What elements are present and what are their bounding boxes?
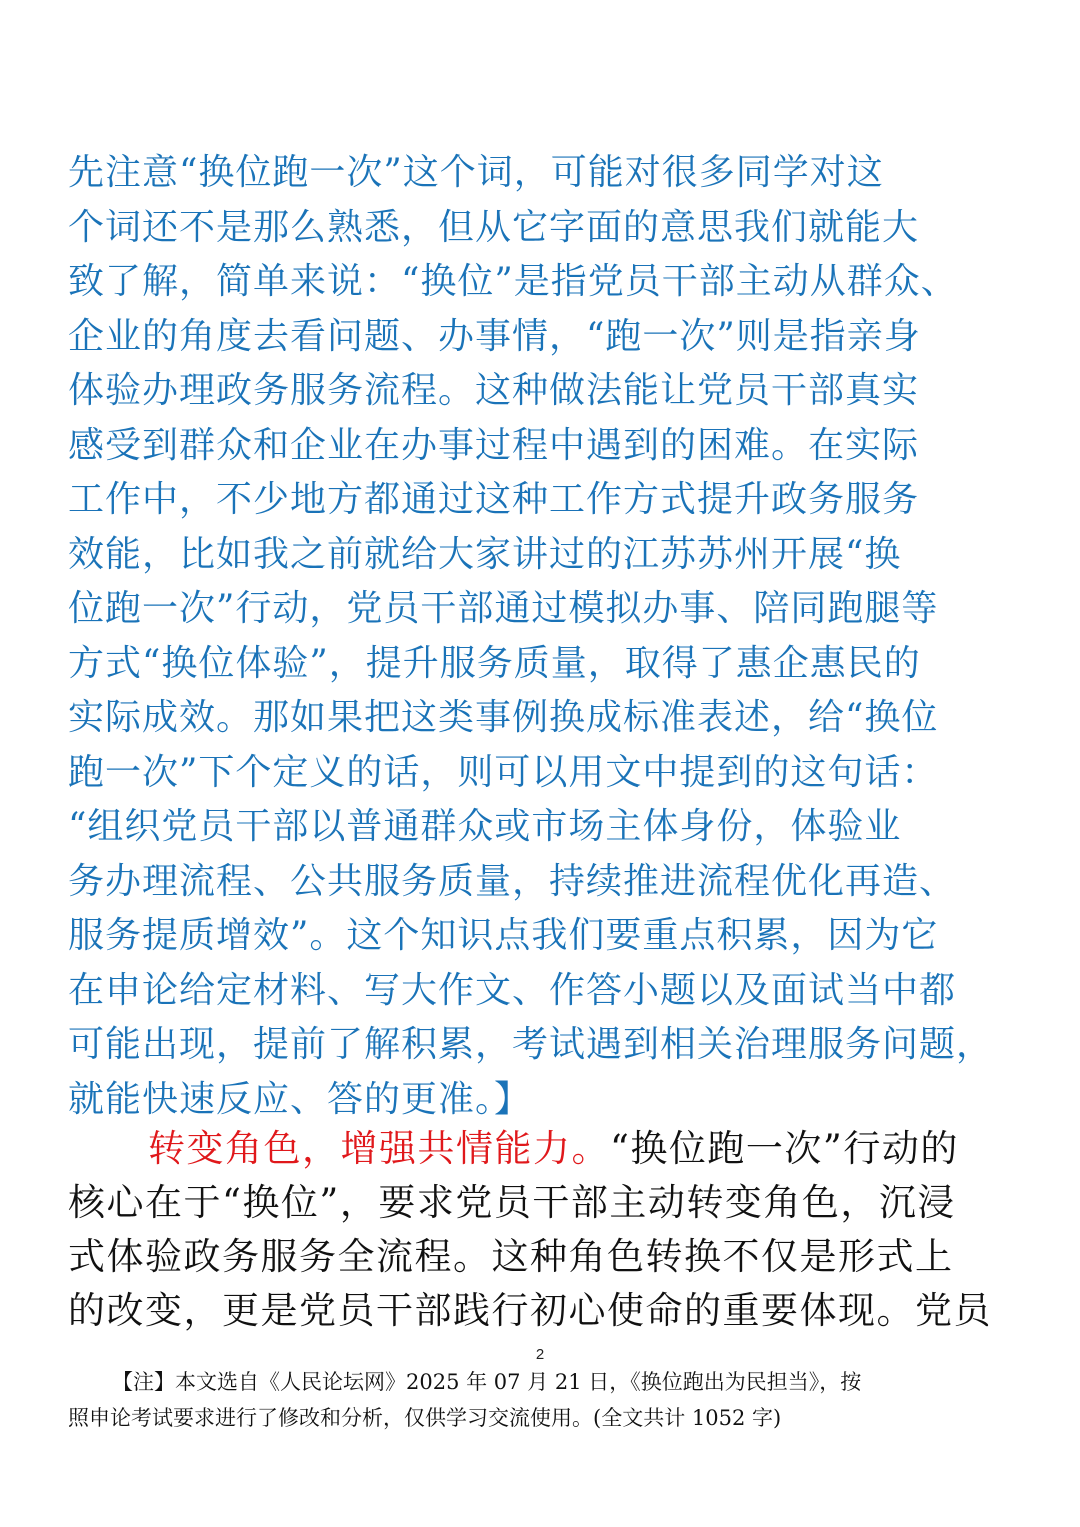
- body-text: “换位跑一次”行动的: [610, 1127, 959, 1170]
- footnote-line: 照申论考试要求进行了修改和分析，仅供学习交流使用。(全文共计 1052 字): [68, 1406, 782, 1430]
- analysis-line: 感受到群众和企业在办事过程中遇到的困难。在实际: [68, 424, 920, 466]
- analysis-line: 服务提质增效”。这个知识点我们要重点积累，因为它: [68, 915, 939, 956]
- page-number: 2: [535, 1346, 545, 1363]
- analysis-line: 实际成效。那如果把这类事例换成标准表述，给“换位: [68, 697, 939, 738]
- analysis-line: 跑一次”下个定义的话，则可以用文中提到的这句话：: [68, 751, 939, 793]
- analysis-paragraph: [68, 146, 1016, 1127]
- body-first-line: [68, 1122, 1016, 1176]
- analysis-line: 务办理流程、公共服务质量，持续推进流程优化再造、: [68, 860, 957, 902]
- body-line: 式体验政务服务全流程。这种角色转换不仅是形式上: [68, 1235, 954, 1278]
- analysis-line: 工作中，不少地方都通过这种工作方式提升政务服务: [68, 479, 920, 520]
- analysis-line: 个词还不是那么熟悉，但从它字面的意思我们就能大: [68, 206, 920, 248]
- body-line: 的改变，更是党员干部践行初心使命的重要体现。党员: [68, 1289, 992, 1332]
- analysis-line: 效能，比如我之前就给大家讲过的江苏苏州开展“换: [68, 533, 902, 575]
- analysis-line: 体验办理政务服务流程。这种做法能让党员干部真实: [68, 370, 920, 411]
- footnote-line: 【注】本文选自《人民论坛网》2025 年 07 月 21 日，《换位跑出为民担当》，按: [112, 1370, 862, 1394]
- analysis-line: 企业的角度去看问题、办事情，“跑一次”则是指亲身: [68, 315, 921, 357]
- analysis-line: 方式“换位体验”，提升服务质量，取得了惠企惠民的: [68, 642, 921, 684]
- body-line: 核心在于“换位”，要求党员干部主动转变角色，沉浸: [68, 1181, 956, 1224]
- section-heading: 转变角色，增强共情能力。: [148, 1127, 610, 1170]
- analysis-line: 先注意“换位跑一次”这个词，可能对很多同学对这: [68, 152, 884, 193]
- analysis-line: 致了解，简单来说：“换位”是指党员干部主动从群众、: [68, 261, 958, 302]
- analysis-line: 位跑一次”行动，党员干部通过模拟办事、陪同跑腿等: [68, 588, 939, 629]
- analysis-line: 就能快速反应、答的更准。】: [68, 1078, 532, 1120]
- body-paragraph: [68, 1122, 1016, 1338]
- analysis-line: “组织党员干部以普通群众或市场主体身份，体验业: [68, 806, 902, 847]
- analysis-line: 可能出现，提前了解积累，考试遇到相关治理服务问题，: [68, 1024, 994, 1065]
- analysis-line: 在申论给定材料、写大作文、作答小题以及面试当中都: [68, 969, 957, 1011]
- footnote: [68, 1364, 1016, 1436]
